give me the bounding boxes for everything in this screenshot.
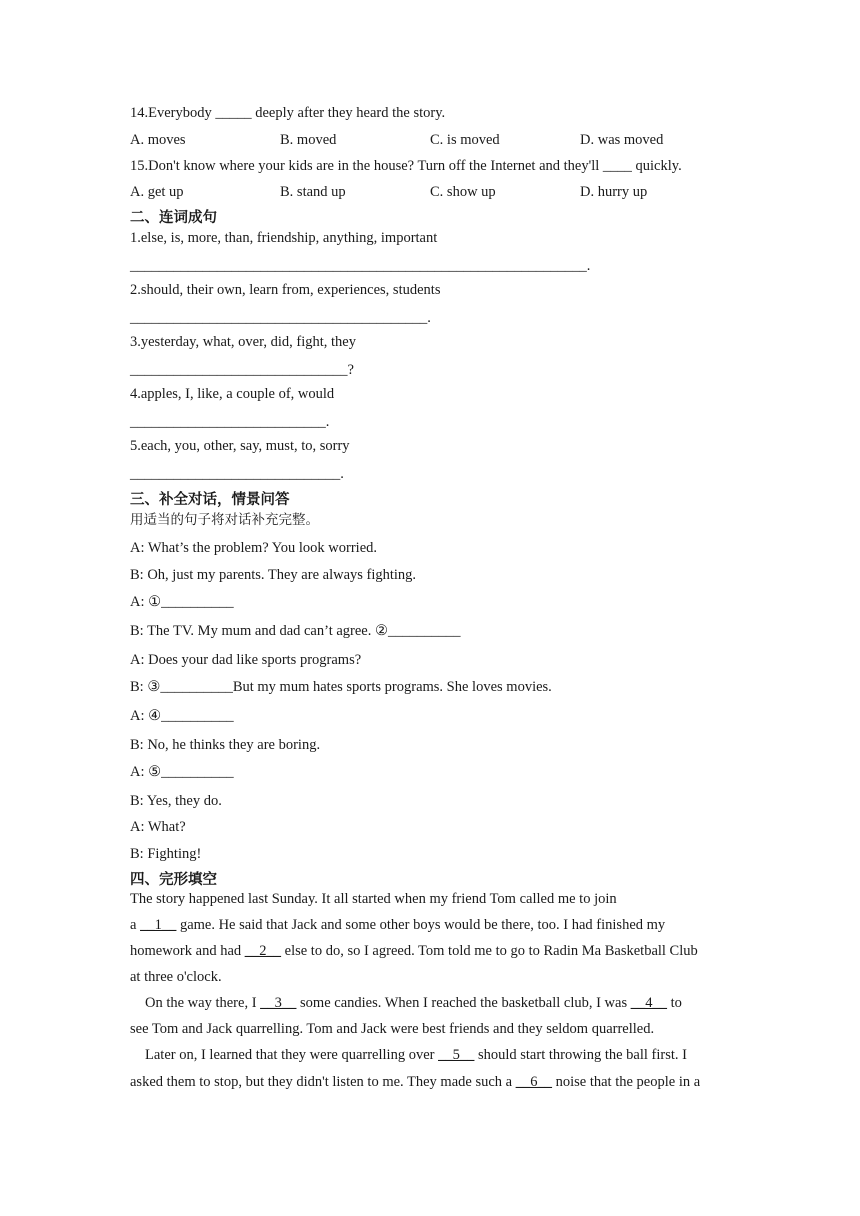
blank-1: __1__	[140, 917, 177, 933]
q14-option-a: A. moves	[130, 132, 186, 148]
q15-option-a: A. get up	[130, 184, 184, 200]
section-4-title: 四、完形填空	[130, 872, 217, 888]
cloze-p2-line-1: On the way there, I __3__ some candies. When I reached the basketball club, I was __4__ to	[145, 995, 682, 1011]
q14-option-c: C. is moved	[430, 132, 500, 148]
dialogue-line-2: B: Oh, just my parents. They are always fighting.	[130, 567, 417, 583]
dialogue-line-12: B: Fighting!	[130, 846, 202, 862]
question-15-stem: 15.Don't know where your kids are in the house? Turn off the Internet and they'll ____ quickly.	[130, 158, 682, 174]
cloze-p1-line-3: homework and had __2__ else to do, so I agreed. Tom told me to go to Radin Ma Basketball Club	[130, 943, 698, 959]
s2-item-2-answer-line: _________________________________________.	[130, 310, 431, 326]
s2-item-3-answer-line: ______________________________?	[130, 362, 354, 378]
dialogue-line-7: A: ④__________	[130, 708, 234, 724]
q15-option-c: C. show up	[430, 184, 496, 200]
cloze-p1-line-1: The story happened last Sunday. It all started when my friend Tom called me to join	[130, 891, 617, 907]
dialogue-line-9: A: ⑤__________	[130, 764, 234, 780]
section-3-title: 三、补全对话，情景问答	[130, 492, 290, 508]
section-3-instruction: 用适当的句子将对话补充完整。	[130, 512, 319, 528]
s2-item-1-answer-line: _______________________________________________________________.	[130, 258, 591, 274]
dialogue-line-4: B: The TV. My mum and dad can’t agree. ②__________	[130, 623, 461, 639]
dialogue-line-11: A: What?	[130, 819, 186, 835]
q14-option-d: D. was moved	[580, 132, 664, 148]
s2-item-5-answer-line: _____________________________.	[130, 466, 344, 482]
s2-item-5-words: 5.each, you, other, say, must, to, sorry	[130, 438, 350, 454]
dialogue-line-5: A: Does your dad like sports programs?	[130, 652, 362, 668]
s2-item-2-words: 2.should, their own, learn from, experiences, students	[130, 282, 441, 298]
s2-item-1-words: 1.else, is, more, than, friendship, anything, important	[130, 230, 438, 246]
s2-item-4-words: 4.apples, I, like, a couple of, would	[130, 386, 335, 402]
dialogue-line-10: B: Yes, they do.	[130, 793, 222, 809]
question-14-stem: 14.Everybody _____ deeply after they heard the story.	[130, 105, 446, 121]
q15-option-d: D. hurry up	[580, 184, 648, 200]
dialogue-line-3: A: ①__________	[130, 594, 234, 610]
cloze-p1-line-2: a __1__ game. He said that Jack and some other boys would be there, too. I had finished my	[130, 917, 666, 933]
blank-6: __6__	[515, 1074, 552, 1090]
q15-option-b: B. stand up	[280, 184, 346, 200]
cloze-p2-line-2: see Tom and Jack quarrelling. Tom and Jack were best friends and they seldom quarrelled.	[130, 1021, 655, 1037]
dialogue-line-6: B: ③__________But my mum hates sports programs. She loves movies.	[130, 679, 552, 695]
dialogue-line-1: A: What’s the problem? You look worried.	[130, 540, 378, 556]
cloze-p3-line-1: Later on, I learned that they were quarrelling over __5__ should start throwing the ball first. I	[145, 1047, 687, 1063]
q14-option-b: B. moved	[280, 132, 337, 148]
cloze-p3-line-2: asked them to stop, but they didn't listen to me. They made such a __6__ noise that the people in a	[130, 1074, 701, 1090]
dialogue-line-8: B: No, he thinks they are boring.	[130, 737, 321, 753]
blank-4: __4__	[630, 995, 667, 1011]
cloze-p1-line-4: at three o'clock.	[130, 969, 222, 985]
blank-2: __2__	[244, 943, 282, 959]
blank-5: __5__	[438, 1047, 475, 1063]
s2-item-4-answer-line: ___________________________.	[130, 414, 330, 430]
blank-3: __3__	[260, 995, 297, 1011]
section-2-title: 二、连词成句	[130, 210, 217, 226]
s2-item-3-words: 3.yesterday, what, over, did, fight, they	[130, 334, 356, 350]
